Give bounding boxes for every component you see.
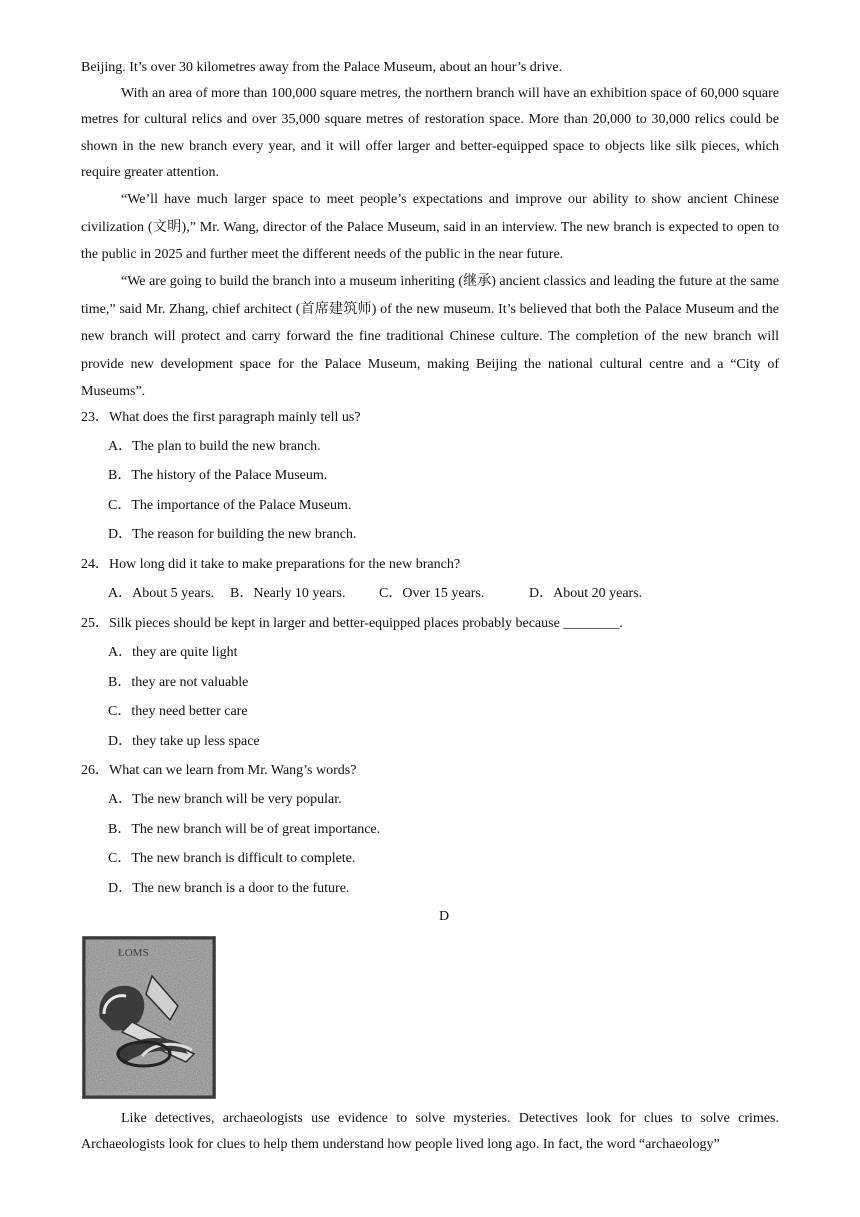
passage-paragraph: Like detectives, archaeologists use evidence to solve mysteries. Detectives look for clues to solve crimes. Archaeologists look for clues to help them understand how people lived long ago. In fact, the word “archaeology”	[81, 1111, 779, 1153]
answer-option[interactable]: D．About 20 years.	[529, 586, 643, 601]
answer-option[interactable]: A．About 5 years.	[108, 586, 215, 601]
answer-option[interactable]: D．The new branch is a door to the future.	[108, 881, 350, 896]
question-stem: 26．What can we learn from Mr. Wang’s words?	[81, 763, 357, 778]
answer-option[interactable]: A．The plan to build the new branch.	[108, 439, 321, 454]
passage-paragraph: “We’ll have much larger space to meet people’s expectations and improve our ability to show ancient Chinese civilization (文明),” Mr. Wang, director of the Palace Museum, said in an interview. The new branch is expected to open to the public in 2025 and further meet the different needs of the public in the near future.	[81, 192, 779, 262]
answer-option[interactable]: D．The reason for building the new branch.	[108, 527, 357, 542]
svg-text:ŁOMS: ŁOMS	[118, 947, 149, 959]
section-heading: D	[438, 909, 450, 924]
answer-option[interactable]: B．The new branch will be of great importance.	[108, 822, 381, 837]
question-stem: 25．Silk pieces should be kept in larger and better-equipped places probably because ________.	[81, 616, 623, 631]
answer-option[interactable]: B．The history of the Palace Museum.	[108, 468, 328, 483]
answer-option[interactable]: B．they are not valuable	[108, 675, 249, 690]
answer-option[interactable]: B．Nearly 10 years.	[230, 586, 346, 601]
archaeology-photo	[82, 936, 216, 1099]
passage-paragraph: “We are going to build the branch into a museum inheriting (继承) ancient classics and leading the future at the same time,” said Mr. Zhang, chief architect (首席建筑师) of the new museum. It’s believed that both the Palace Museum and the new branch will protect and carry forward the fine traditional Chinese culture. The completion of the new branch will provide new development space for the Palace Museum, making Beijing the national cultural centre and a “City of Museums”.	[81, 274, 779, 399]
question-stem: 23．What does the first paragraph mainly tell us?	[81, 410, 361, 425]
answer-option[interactable]: C．they need better care	[108, 704, 248, 719]
passage-paragraph: Beijing. It’s over 30 kilometres away from the Palace Museum, about an hour’s drive.	[81, 60, 563, 75]
question-stem: 24．How long did it take to make preparations for the new branch?	[81, 557, 461, 572]
answer-option[interactable]: A．The new branch will be very popular.	[108, 792, 342, 807]
passage-paragraph: With an area of more than 100,000 square metres, the northern branch will have an exhibition space of 60,000 square metres for cultural relics and over 35,000 square metres of restoration space. More than 20,000 to 30,000 relics could be shown in the new branch every year, and it will offer larger and better-equipped space to objects like silk pieces, which require greater attention.	[81, 86, 779, 180]
answer-option[interactable]: C．The new branch is difficult to complete.	[108, 851, 356, 866]
answer-option[interactable]: A．they are quite light	[108, 645, 238, 660]
answer-option[interactable]: C．The importance of the Palace Museum.	[108, 498, 352, 513]
answer-option[interactable]: C．Over 15 years.	[379, 586, 485, 601]
answer-option[interactable]: D．they take up less space	[108, 734, 260, 749]
